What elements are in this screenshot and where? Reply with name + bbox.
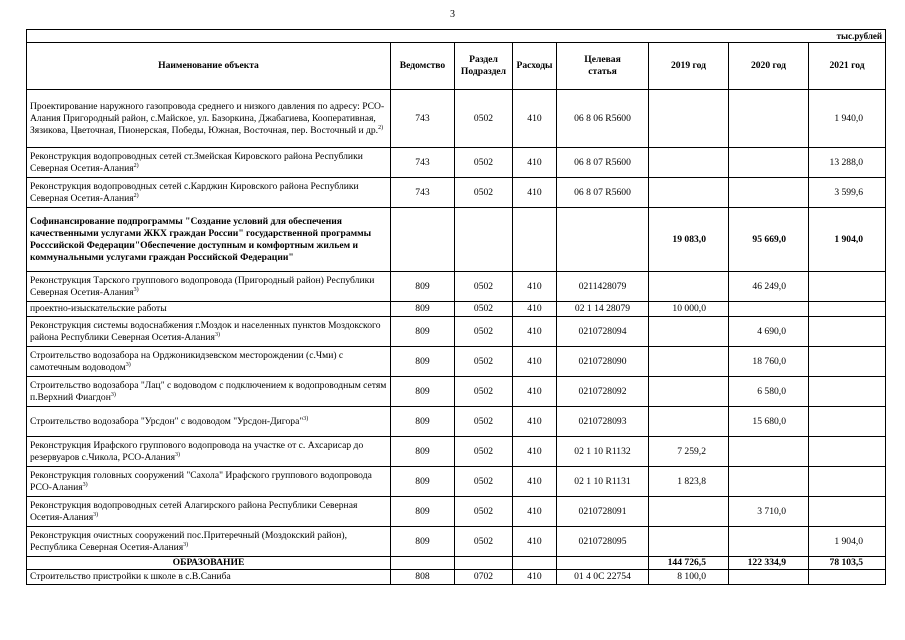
footnote-mark: 3)	[82, 481, 88, 488]
section-code: 0502	[455, 497, 513, 527]
value-2019: 19 083,0	[649, 208, 729, 272]
dept-code: 809	[391, 377, 455, 407]
section-code: 0502	[455, 148, 513, 178]
section-code: 0502	[455, 437, 513, 467]
table-row	[27, 208, 886, 272]
value-2019	[649, 527, 729, 557]
target-code: 06 8 07 R5600	[557, 148, 649, 178]
target-code: 0211428079	[557, 272, 649, 302]
target-code: 0210728094	[557, 317, 649, 347]
value-2021	[809, 437, 886, 467]
value-2021: 1 904,0	[809, 527, 886, 557]
footnote-mark: 3)	[110, 391, 116, 398]
section-code: 0502	[455, 407, 513, 437]
expense-code: 410	[513, 90, 557, 148]
section-code: 0502	[455, 302, 513, 317]
value-2019	[649, 178, 729, 208]
expense-code: 410	[513, 178, 557, 208]
section-code: 0502	[455, 467, 513, 497]
page-number: 3	[450, 9, 455, 20]
target-code: 0210728093	[557, 407, 649, 437]
value-2021	[809, 302, 886, 317]
dept-code: 809	[391, 302, 455, 317]
footnote-mark: 3)	[93, 511, 99, 518]
expense-code: 410	[513, 148, 557, 178]
value-2019	[649, 272, 729, 302]
table-row	[27, 570, 886, 585]
object-name: Строительство водозабора на Орджоникидзевском месторождении (с.Чми) с самотечным водоводом$^{3)}$	[27, 347, 391, 377]
empty-cell	[513, 557, 557, 570]
table-row	[27, 178, 886, 208]
object-name: проектно-изыскательские работы	[27, 302, 391, 317]
dept-code: 809	[391, 527, 455, 557]
table-row	[27, 272, 886, 302]
footnote-mark: 2)	[378, 124, 384, 131]
expense-code: 410	[513, 347, 557, 377]
value-2020	[729, 437, 809, 467]
object-name: Реконструкция Тарского группового водопровода (Пригородный район) Республики Северная Осетия-Алания$^{3)}$	[27, 272, 391, 302]
dept-code: 809	[391, 272, 455, 302]
header-2019: 2019 год	[649, 43, 729, 90]
table-row	[27, 317, 886, 347]
object-name: Реконструкция очистных сооружений пос.Притеречный (Моздокский район), Республика Северная Осетия-Алания$^{3)}$	[27, 527, 391, 557]
value-2019: 8 100,0	[649, 570, 729, 585]
header-2021: 2021 год	[809, 43, 886, 90]
target-code: 0210728095	[557, 527, 649, 557]
section-code: 0502	[455, 272, 513, 302]
value-2020: 4 690,0	[729, 317, 809, 347]
section-code: 0502	[455, 178, 513, 208]
footnote-mark: 3)	[175, 451, 181, 458]
value-2021: 13 288,0	[809, 148, 886, 178]
target-code: 02 1 14 28079	[557, 302, 649, 317]
section-label: ОБРАЗОВАНИЕ	[27, 557, 391, 570]
table-row	[27, 467, 886, 497]
target-code: 0210728091	[557, 497, 649, 527]
value-2020: 3 710,0	[729, 497, 809, 527]
dept-code: 743	[391, 148, 455, 178]
value-2019: 1 823,8	[649, 467, 729, 497]
object-name: Реконструкция системы водоснабжения г.Моздок и населенных пунктов Моздокского района Республики Северная Осетия-Алания$^{3)}$	[27, 317, 391, 347]
target-code	[557, 208, 649, 272]
footnote-mark: 2)	[133, 192, 139, 199]
dept-code	[391, 208, 455, 272]
value-2021	[809, 317, 886, 347]
table-row	[27, 302, 886, 317]
section-code: 0502	[455, 317, 513, 347]
value-2020: 122 334,9	[729, 557, 809, 570]
header-section: Раздел Подраздел	[455, 43, 513, 90]
budget-table	[26, 29, 886, 585]
object-name: Реконструкция головных сооружений "Сахола" Ирафского группового водопровода РСО-Алания$^{3)}$	[27, 467, 391, 497]
table-row	[27, 527, 886, 557]
expense-code: 410	[513, 377, 557, 407]
value-2020	[729, 527, 809, 557]
value-2021	[809, 570, 886, 585]
value-2019: 10 000,0	[649, 302, 729, 317]
value-2020	[729, 467, 809, 497]
dept-code: 809	[391, 467, 455, 497]
dept-code: 809	[391, 407, 455, 437]
table-row	[27, 407, 886, 437]
object-name: Реконструкция водопроводных сетей Алагирского района Республики Северная Осетия-Алания$^{3)}$	[27, 497, 391, 527]
dept-code: 809	[391, 347, 455, 377]
value-2019: 7 259,2	[649, 437, 729, 467]
dept-code: 809	[391, 317, 455, 347]
object-name: Проектирование наружного газопровода среднего и низкого давления по адресу: РСО-Алания Пригородный район, с.Майское, ул. Базоркина, Джабагиева, Кооперативная, Зязикова, Цветочная, Пионерская, Победы, Южная, Восточная, пер. Восточный и др.$^{2)}$	[27, 90, 391, 148]
expense-code	[513, 208, 557, 272]
section-code	[455, 208, 513, 272]
section-code: 0502	[455, 527, 513, 557]
value-2021	[809, 407, 886, 437]
section-code: 0502	[455, 377, 513, 407]
target-code: 06 8 06 R5600	[557, 90, 649, 148]
value-2019	[649, 497, 729, 527]
unit-label: тыс.рублей	[27, 30, 886, 43]
value-2019	[649, 407, 729, 437]
dept-code: 808	[391, 570, 455, 585]
section-code: 0702	[455, 570, 513, 585]
expense-code: 410	[513, 272, 557, 302]
table-row	[27, 148, 886, 178]
footnote-mark: 2)	[133, 162, 139, 169]
value-2019	[649, 377, 729, 407]
section-row-education	[27, 557, 886, 570]
object-name: Строительство пристройки к школе в с.В.Саниба	[27, 570, 391, 585]
value-2020	[729, 178, 809, 208]
value-2020: 18 760,0	[729, 347, 809, 377]
value-2020	[729, 90, 809, 148]
unit-row	[27, 30, 886, 43]
empty-cell	[557, 557, 649, 570]
expense-code: 410	[513, 407, 557, 437]
footnote-mark: 3)	[214, 331, 220, 338]
table-row	[27, 90, 886, 148]
empty-cell	[391, 557, 455, 570]
header-expense: Расходы	[513, 43, 557, 90]
target-code: 02 1 10 R1132	[557, 437, 649, 467]
value-2020	[729, 148, 809, 178]
object-name: Реконструкция водопроводных сетей с.Карджин Кировского района Республики Северная Осетия-Алания$^{2)}$	[27, 178, 391, 208]
expense-code: 410	[513, 467, 557, 497]
header-dept: Ведомство	[391, 43, 455, 90]
expense-code: 410	[513, 437, 557, 467]
value-2019	[649, 148, 729, 178]
value-2021: 3 599,6	[809, 178, 886, 208]
table-row	[27, 377, 886, 407]
value-2020	[729, 570, 809, 585]
expense-code: 410	[513, 497, 557, 527]
footnote-mark: 3)	[125, 361, 131, 368]
target-code: 02 1 10 R1131	[557, 467, 649, 497]
value-2020: 95 669,0	[729, 208, 809, 272]
table-row	[27, 437, 886, 467]
dept-code: 809	[391, 437, 455, 467]
footnote-mark: 3)	[303, 415, 309, 422]
table-row	[27, 497, 886, 527]
value-2019	[649, 347, 729, 377]
value-2021	[809, 497, 886, 527]
value-2019	[649, 90, 729, 148]
header-2020: 2020 год	[729, 43, 809, 90]
object-name: Софинансирование подпрограммы "Создание условий для обеспечения качественными услугами ЖКХ граждан России" государственной программы Россcийской Федерации"Обеспечение доступным и комфортным жильем и коммунальными услугами граждан Российской Федерации"	[27, 208, 391, 272]
value-2021	[809, 467, 886, 497]
value-2021	[809, 377, 886, 407]
value-2020: 15 680,0	[729, 407, 809, 437]
value-2021: 1 940,0	[809, 90, 886, 148]
value-2021: 1 904,0	[809, 208, 886, 272]
section-code: 0502	[455, 90, 513, 148]
object-name: Реконструкция Ирафского группового водопровода на участке от с. Ахсарисар до резервуаров с.Чикола, РСО-Алания$^{3)}$	[27, 437, 391, 467]
expense-code: 410	[513, 317, 557, 347]
object-name: Строительство водозабора "Урсдон" с водоводом "Урсдон-Дигора"$^{3)}$	[27, 407, 391, 437]
empty-cell	[455, 557, 513, 570]
table-row	[27, 347, 886, 377]
footnote-mark: 3)	[183, 541, 189, 548]
value-2020: 6 580,0	[729, 377, 809, 407]
dept-code: 809	[391, 497, 455, 527]
footnote-mark: 3)	[133, 286, 139, 293]
expense-code: 410	[513, 527, 557, 557]
target-code: 0210728090	[557, 347, 649, 377]
header-target: Целевая статья	[557, 43, 649, 90]
value-2019: 144 726,5	[649, 557, 729, 570]
expense-code: 410	[513, 570, 557, 585]
dept-code: 743	[391, 178, 455, 208]
target-code: 01 4 0С 22754	[557, 570, 649, 585]
dept-code: 743	[391, 90, 455, 148]
value-2021	[809, 272, 886, 302]
target-code: 0210728092	[557, 377, 649, 407]
expense-code: 410	[513, 302, 557, 317]
value-2021: 78 103,5	[809, 557, 886, 570]
target-code: 06 8 07 R5600	[557, 178, 649, 208]
value-2020: 46 249,0	[729, 272, 809, 302]
header-name: Наименование объекта	[27, 43, 391, 90]
object-name: Строительство водозабора "Лац" с водоводом с подключением к водопроводным сетям п.Верхний Фиагдон$^{3)}$	[27, 377, 391, 407]
header-row	[27, 43, 886, 90]
value-2020	[729, 302, 809, 317]
value-2019	[649, 317, 729, 347]
value-2021	[809, 347, 886, 377]
section-code: 0502	[455, 347, 513, 377]
object-name: Реконструкция водопроводных сетей ст.Змейская Кировского района Республики Северная Осетия-Алания$^{2)}$	[27, 148, 391, 178]
